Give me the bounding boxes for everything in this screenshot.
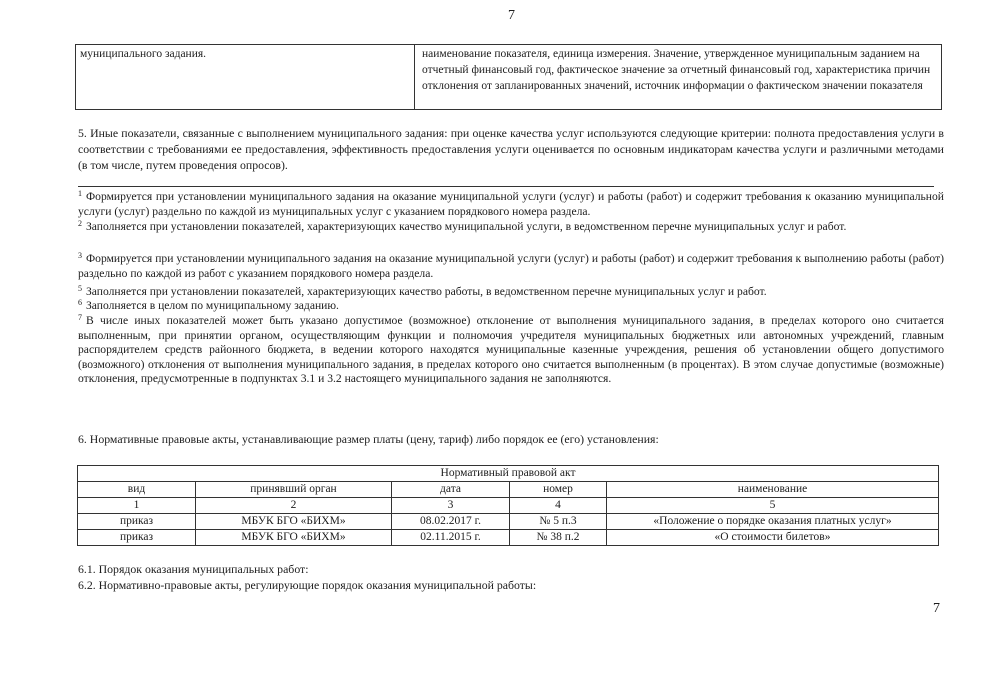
section-6-1: 6.1. Порядок оказания муниципальных работ: — [78, 562, 309, 576]
table-cell: № 5 п.3 — [510, 514, 607, 530]
column-number: 4 — [510, 498, 607, 514]
column-number: 1 — [78, 498, 196, 514]
footnote-marker: 1 — [78, 189, 82, 198]
footnote-text: Заполняется при установлении показателей, характеризующих качество муниципальной услуги, в ведомственном перечне муниципальных услуг и работ. — [86, 220, 847, 233]
footnote-1 — [78, 190, 944, 219]
table-cell: наименование показателя, единица измерения. Значение, утвержденное муниципальным заданием на отчетный финансовый год, фактическое значение за отчетный финансовый год, характеристика причин отклонения от запланированных значений, источник информации о фактическом значении показателя — [415, 45, 942, 110]
footnote-marker: 6 — [78, 298, 82, 307]
table-cell: «Положение о порядке оказания платных услуг» — [607, 514, 939, 530]
table-cell: муниципального задания. — [76, 45, 415, 110]
footnote-marker: 2 — [78, 219, 82, 228]
footnote-text: Заполняется при установлении показателей, характеризующих качество работы, в ведомственном перечне муниципальных услуг и работ. — [86, 285, 767, 298]
footnote-marker: 7 — [78, 313, 82, 322]
footnote-5 — [78, 285, 944, 300]
table-header-row — [78, 482, 939, 498]
table-row — [78, 530, 939, 546]
table-cell: 02.11.2015 г. — [392, 530, 510, 546]
section-6-heading: 6. Нормативные правовые акты, устанавливающие размер платы (цену, тариф) либо порядок ее (его) установления: — [78, 432, 659, 446]
table-cell: приказ — [78, 514, 196, 530]
column-number: 3 — [392, 498, 510, 514]
footnote-6 — [78, 299, 944, 314]
footnote-text: Формируется при установлении муниципального задания на оказание муниципальной услуги (услуг) и работы (работ) и содержит требования к оказанию муниципальной услуги (услуг) раздельно по каждой из муниципальных услуг с указанием порядкового номера раздела. — [78, 190, 944, 218]
column-number: 2 — [196, 498, 392, 514]
footnote-text: В числе иных показателей может быть указано допустимое (возможное) отклонение от выполнения муниципального задания, в пределах которого оно считается выполненным, при принятии органом, осуществляющим функции и полномочия учредителя муниципальных бюджетных или автономных учреждений, главным распорядителем средств районного бюджета, в ведении которого находятся муниципальные казенные учреждения, решения об установлении общего допустимого (возможного) отклонения от выполнения муниципального задания, в пределах которого оно считается выполненным (в процентах). В этом случае допустимые (возможные) отклонения, предусмотренные в подпунктах 3.1 и 3.2 настоящего муниципального задания не заполняются. — [78, 314, 944, 385]
column-header: дата — [392, 482, 510, 498]
table-cell: 08.02.2017 г. — [392, 514, 510, 530]
footnote-divider — [78, 186, 934, 187]
footnote-marker: 3 — [78, 251, 82, 260]
column-header: номер — [510, 482, 607, 498]
legal-acts-table — [77, 465, 939, 546]
column-header: вид — [78, 482, 196, 498]
footnote-text: Формируется при установлении муниципального задания на оказание муниципальной услуги (услуг) и работы (работ) и содержит требования к выполнению работы (работ) раздельно по каждой из работ с указанием порядкового номера раздела. — [78, 252, 944, 280]
table-row — [78, 514, 939, 530]
footnote-3 — [78, 252, 944, 281]
table-row — [76, 45, 942, 110]
table-cell: МБУК БГО «БИХМ» — [196, 514, 392, 530]
page-number-bottom: 7 — [933, 601, 940, 616]
table-group-header: Нормативный правовой акт — [78, 466, 939, 482]
section-6-2: 6.2. Нормативно-правовые акты, регулирующие порядок оказания муниципальной работы: — [78, 578, 537, 592]
table-group-header-row — [78, 466, 939, 482]
footnote-7 — [78, 314, 944, 387]
column-header: принявший орган — [196, 482, 392, 498]
indicators-table — [75, 44, 942, 110]
column-number: 5 — [607, 498, 939, 514]
page-number-top: 7 — [508, 8, 515, 23]
footnote-marker: 5 — [78, 284, 82, 293]
column-header: наименование — [607, 482, 939, 498]
table-number-row — [78, 498, 939, 514]
table-cell: приказ — [78, 530, 196, 546]
section-5-text: 5. Иные показатели, связанные с выполнением муниципального задания: при оценке качества услуг используются следующие критерии: полнота предоставления услуги в соответствии с требованиями ее предоставления, эффективность предоставления услуги оценивается по основным индикаторам качества услуги и различными методами (в том числе, путем проведения опросов). — [78, 126, 944, 172]
table-cell: «О стоимости билетов» — [607, 530, 939, 546]
table-cell: МБУК БГО «БИХМ» — [196, 530, 392, 546]
footnote-text: Заполняется в целом по муниципальному заданию. — [86, 299, 339, 312]
table-cell: № 38 п.2 — [510, 530, 607, 546]
footnote-2 — [78, 220, 944, 235]
